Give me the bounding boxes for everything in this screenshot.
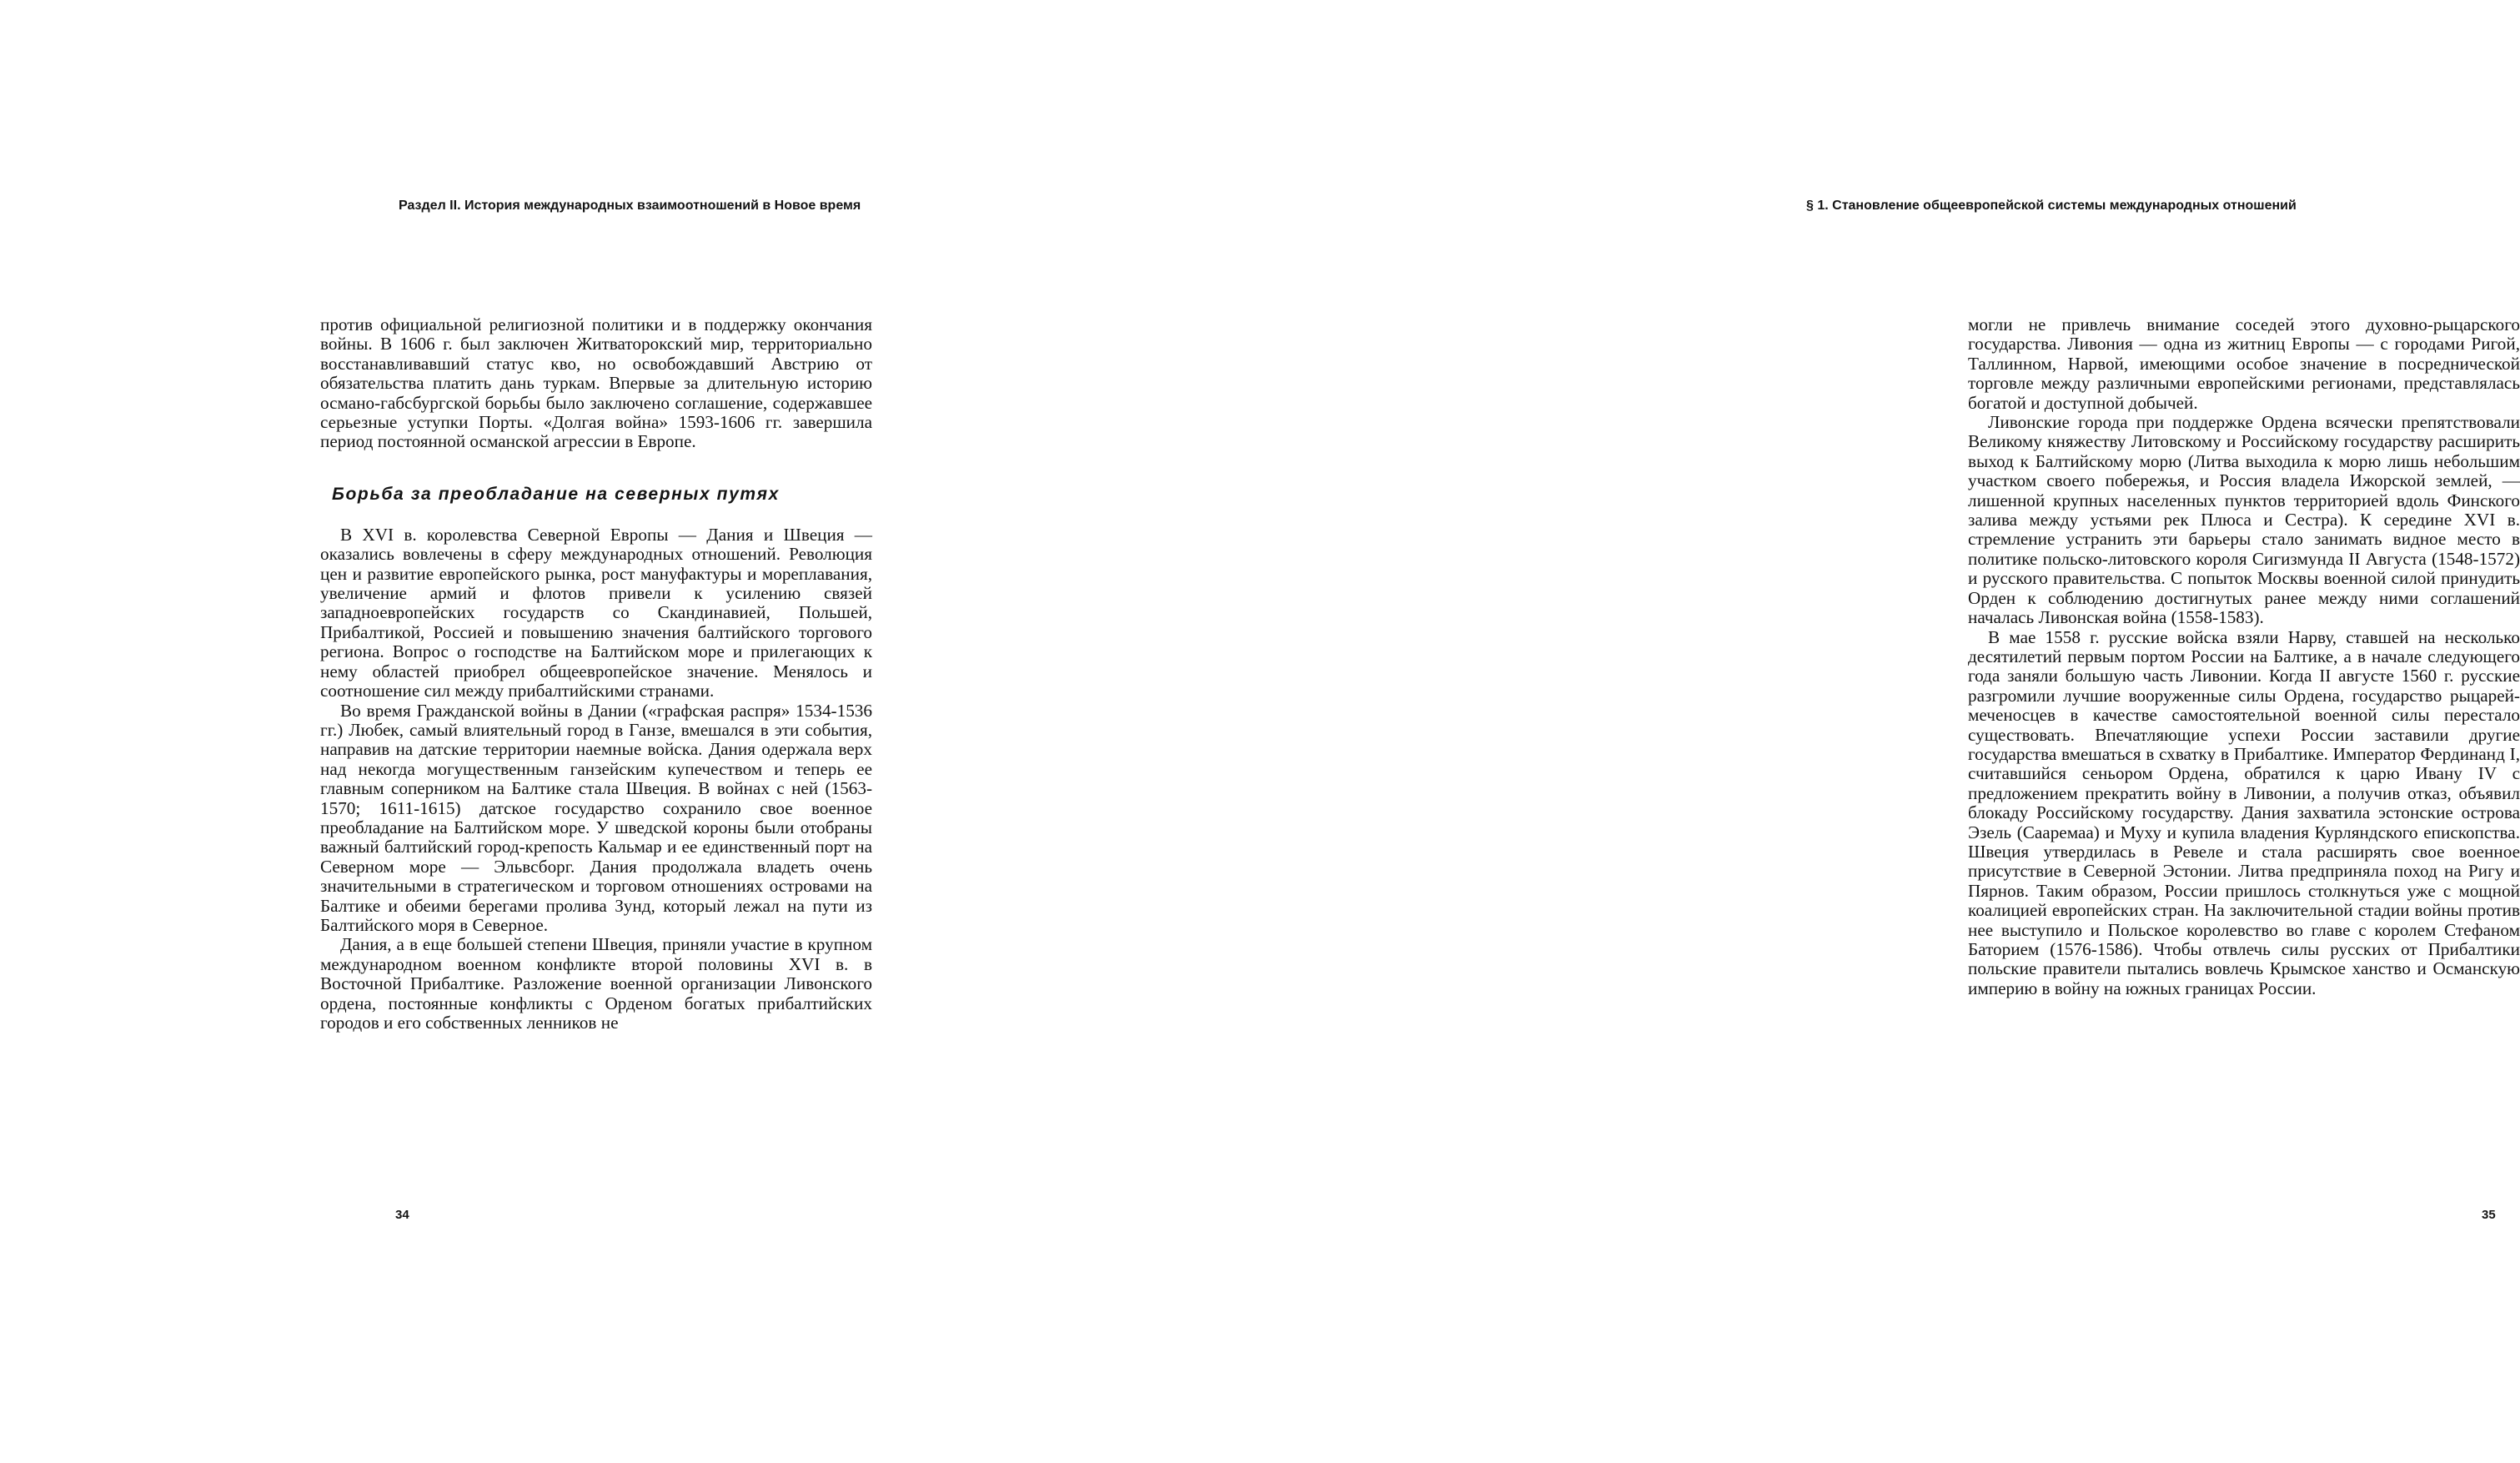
left-page — [0, 0, 1034, 1463]
paragraph: Дания, а в еще большей степени Швеция, приняли участие в крупном международном военном конфликте второй половины XVI в. в Восточной Прибалтике. Разложение военной организации Ливонского ордена, постоянные конфликты с Орденом богатых прибалтийских городов и его собственных ленников не — [320, 934, 872, 1033]
paragraph: В мае 1558 г. русские войска взяли Нарву, ставшей на несколько десятилетий первым портом России на Балтике, а в начале следующего года заняли большую часть Ливонии. Когда II августе 1560 г. русские разгромили лучшие вооруженные силы Ордена, государство рыцарей-меченосцев в качестве самостоятельной военной силы перестало существовать. Впечатляющие успехи России заставили другие государства вмешаться в схватку в Прибалтике. Император Фердинанд I, считавшийся сеньором Ордена, обратился к царю Ивану IV с предложением прекратить войну в Ливонии, а получив отказ, объявил блокаду Российскому государству. Дания захватила эстонские острова Эзель (Сааремаа) и Муху и купила владения Курляндского епископства. Швеция утвердилась в Ревеле и стала расширять свое военное присутствие в Северной Эстонии. Литва предприняла поход на Ригу и Пярнов. Таким образом, России пришлось столкнуться уже с мощной коалицией европейских стран. На заключительной стадии войны против нее выступило и Польское королевство во главе с королем Стефаном Баторием (1576-1586). Чтобы отвлечь силы русских от Прибалтики польские правители пытались вовлечь Крымское ханство и Османскую империю в войну на южных границах России. — [1968, 626, 2520, 998]
section-heading: Борьба за преобладание на северных путях — [332, 484, 780, 504]
paragraph-continued: против официальной религиозной политики и в поддержку окончания войны. В 1606 г. был заключен Житваторокский мир, территориально восстанавливавший статус кво, но освобождавший Австрию от обязательства платить дань туркам. Впервые за длительную историю османо-габсбургской борьбы было заключено соглашение, содержавшее серьезные уступки Порты. «Долгая война» 1593-1606 гг. завершила период постоянной османской агрессии в Европе. — [320, 314, 872, 452]
left-page-body — [320, 315, 872, 1033]
paragraph-continued: могли не привлечь внимание соседей этого духовно-рыцарского государства. Ливония — одна из житниц Европы — с городами Ригой, Таллинном, Нарвой, имеющими особое значение в посреднической торговле между различными европейскими регионами, представлялась богатой и доступной добычей. — [1968, 314, 2520, 413]
page-number-right: 35 — [2482, 1208, 2496, 1222]
paragraph: Во время Гражданской войны в Дании («графская распря» 1534-1536 гг.) Любек, самый влиятельный город в Ганзе, вмешался в эти события, направив на датские территории наемные войска. Дания одержала верх над некогда могущественным ганзейским купечеством и теперь ее главным соперником на Балтике стала Швеция. В войнах с ней (1563-1570; 1611-1615) датское государство сохранило свое военное преобладание на Балтийском море. У шведской короны были отобраны важный балтийский город-крепость Кальмар и ее единственный порт на Северном море — Эльвсборг. Дания продолжала владеть очень значительными в стратегическом и торговом отношениях островами на Балтике и обеими берегами пролива Зунд, который лежал на пути из Балтийского моря в Северное. — [320, 700, 872, 935]
running-head-right: § 1. Становление общеевропейской системы международных отношений — [1806, 199, 2297, 213]
running-head-left: Раздел II. История международных взаимоотношений в Новое время — [399, 199, 861, 213]
page-number-left: 34 — [395, 1208, 409, 1222]
right-page — [1034, 0, 2520, 1463]
right-page-body — [1968, 315, 2520, 998]
paragraph: Ливонские города при поддержке Ордена всячески препятствовали Великому княжеству Литовскому и Российскому государству расширить выход к Балтийскому морю (Литва выходила к морю лишь небольшим участком своего побережья, и Россия владела Ижорской землей, — лишенной крупных населенных пунктов территорией вдоль Финского залива между устьями рек Плюса и Сестра). К середине XVI в. стремление устранить эти барьеры стало занимать видное место в политике польско-литовского короля Сигизмунда II Августа (1548-1572) и русского правительства. С попыток Москвы военной силой принудить Орден к соблюдению достигнутых ранее между ними соглашений началась Ливонская война (1558-1583). — [1968, 412, 2520, 628]
paragraph: В XVI в. королевства Северной Европы — Дания и Швеция — оказались вовлечены в сферу международных отношений. Революция цен и развитие европейского рынка, рост мануфактуры и мореплавания, увеличение армий и флотов привели к усилению связей западноевропейских государств со Скандинавией, Польшей, Прибалтикой, Россией и повышению значения балтийского торгового региона. Вопрос о господстве на Балтийском море и прилегающих к нему областей приобрел общеевропейское значение. Менялось и соотношение сил между прибалтийскими странами. — [320, 524, 872, 701]
